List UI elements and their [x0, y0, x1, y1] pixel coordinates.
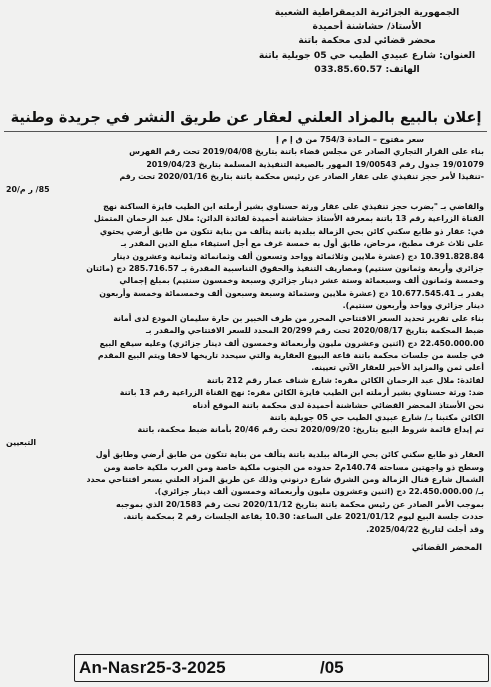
notice-line: على ثلاث غرف مطبخ، مرحاض، طابق أول به خمسة غرف مع أجل استيفاء مبلغ الدين المقدر بـ: [120, 239, 484, 249]
notice-body: [6, 134, 484, 554]
signature-label: المحضر القضائي: [411, 543, 482, 553]
issue-reference: An-Nasr25-3-2025: [79, 658, 226, 677]
notice-line: أعلى ثمن والمزايد الأخير للعقار الآتي تعيينه.: [311, 363, 484, 373]
notice-line: سعر مفتوح – المادة 754/3 من ق إ م إ: [276, 135, 424, 144]
notice-line: بناء على القرار التجاري الصادر عن مجلس قضاء باتنة بتاريخ 2019/04/08 تحت رقم الفهرس: [129, 147, 484, 157]
notice-line: بـ/ 22.450.000.00 دج (اثنين وعشرون مليون وأربعمائة وخمسون ألف دينار جزائري).: [154, 487, 484, 497]
notice-title: إعلان بالبيع بالمزاد العلني لعقار عن طريق النشر في جريدة وطنية: [10, 110, 482, 126]
notice-line: بناء على تقرير تحديد السعر الافتتاحي المحرر من طرف الخبير بن حارة سليمان المودع لدى أمانة: [113, 313, 484, 323]
publication-footer: [74, 654, 489, 682]
notice-line: تم إيداع قائمة شروط البيع بتاريخ: 2020/09/20 تحت رقم 20/46 بأمانة ضبط محكمة، باتنة: [137, 425, 484, 435]
header-address: العنوان: شارع عبيدي الطيب حي 05 جويلية باتنة: [258, 49, 476, 61]
notice-line: ضد: ورثة حسناوي بشير أرملته ابن الطيب فايزة الكائن مقره: نهج القناة الزراعية رقم 13 باتنة: [119, 388, 484, 398]
notice-line: والقاضي بـ "بضرب حجز تنفيذي على عقار ورثة حسناوي بشير أرملته ابن الطيب فايزة الساكنة نهج: [103, 202, 484, 212]
header-bailiff-court: محضر قضائي لدى محكمة باتنة: [298, 35, 436, 47]
header-bailiff-name: الأستاذ/ حشاشنة أحميدة: [312, 21, 422, 33]
notice-line: 85/ ر م/20: [6, 184, 50, 194]
notice-line: جزائري وأربعة وثمانون سنتيم) ومصاريف التنفيذ والحقوق التناسبية المقدرة بـ 285.716.57 دج (مائتان: [86, 264, 484, 274]
title-divider: [4, 131, 487, 132]
header-phone: الهاتف: 033.85.60.57: [314, 63, 420, 75]
notice-line: الشمال شارع قنال الزمالة ومن الشرق شارع درنوني وذلك عن طريق المزاد العلني بسعر افتتاحي محدد: [86, 474, 484, 484]
notice-line: 10.391.828.84 دج (عشرة ملايين وثلاثمائة وواحد وتسعون ألف وثمانمائة وثمانية وعشرون دينار: [111, 251, 484, 261]
notice-line: لفائدة: ملال عبد الرحمان الكائن مقره: شارع شناف عمار رقم 212 باتنة: [206, 375, 484, 385]
notice-line: الكائن مكتبنا بـ/ شارع عبيدي الطيب حي 05 جويلية باتنة: [269, 412, 484, 422]
notice-line: القناة الزراعية رقم 13 باتنة بمعرفة الأستاذ حشاشنة أحميدة لفائدة الدائن: ملال عبد الرحمان المتمثل: [93, 214, 484, 224]
notice-line: ضبط المحكمة بتاريخ 2020/08/17 تحت رقم 20/299 المحدد للسعر الافتتاحي والمقدر بـ: [145, 326, 484, 336]
notice-line: 22.450.000.00 دج (اثنين وعشرون مليون وأربعمائة وخمسون ألف دينار جزائري) وعليه سيقع البيع: [99, 338, 484, 348]
notice-line: وسطح ذو واجهتين مساحته 140.74م2 حدوده من الجنوب ملكية خاصة ومن الغرب ملكية خاصة ومن: [103, 462, 484, 472]
page-number: /05: [320, 658, 344, 677]
notice-line: 19/01079 جدول رقم 19/00543 المهور بالصيغة التنفيذية المسلمة بتاريخ 2019/04/23: [146, 159, 484, 169]
notice-line: بموجب الأمر الصادر عن رئيس محكمة باتنة بتاريخ 2020/11/12 تحت رقم 20/1583 الذي بموجبه: [116, 499, 484, 509]
bailiff-header: [257, 6, 477, 77]
notice-line: حددت جلسة البيع ليوم 2021/01/12 على الساعة: 10.30 بقاعة الجلسات رقم 2 بمحكمة باتنة.: [123, 512, 484, 522]
notice-line: وخمسة وثمانون ألف وسبعمائة وستة عشر دينار جزائري وسبعة وخمسون سنتيم) بمبلغ إجمالي: [119, 276, 484, 286]
notice-line: دينار جزائري وواحد وأربعون سنتيم).: [342, 301, 484, 311]
notice-line: العقار ذو طابع سكني كائن بحي الزمالة ببلدية باتنة يتألف من بناية تتكون من طابق أرضي وطابق أول: [95, 450, 484, 460]
notice-line: نحن الأستاذ المحضر القضائي حشاشنة أحميدة لدى محكمة باتنة الموقع أدناه: [192, 400, 484, 410]
notice-line: وقد أجلت لتاريخ 2025/04/22.: [366, 524, 484, 534]
notice-line: في جلسة من جلسات محكمة باتنة قاعة البيوع العقارية والتي سيحدد تاريخها لاحقا ويتم البيع المقدم: [97, 350, 484, 360]
notice-line: في: عقار ذو طابع سكني كائن بحي الزمالة ببلدية باتنة يتألف من بناية تتكون من طابق أرضي يحتوي: [99, 226, 484, 236]
notice-line: -تنفيذا لأمر حجز تنفيذي على عقار الصادر عن رئيس محكمة باتنة بتاريخ 2020/01/16 تحت رقم: [119, 172, 484, 182]
notice-line: يقدر بـ 10.677.545.41 دج (عشرة ملايين وستمائة وسبعة وسبعون ألف وخمسمائة وخمسة وأربعون: [99, 288, 484, 298]
notice-line: التبعيين: [6, 437, 37, 447]
header-country: الجمهورية الجزائرية الديمقراطية الشعبية: [274, 7, 460, 18]
